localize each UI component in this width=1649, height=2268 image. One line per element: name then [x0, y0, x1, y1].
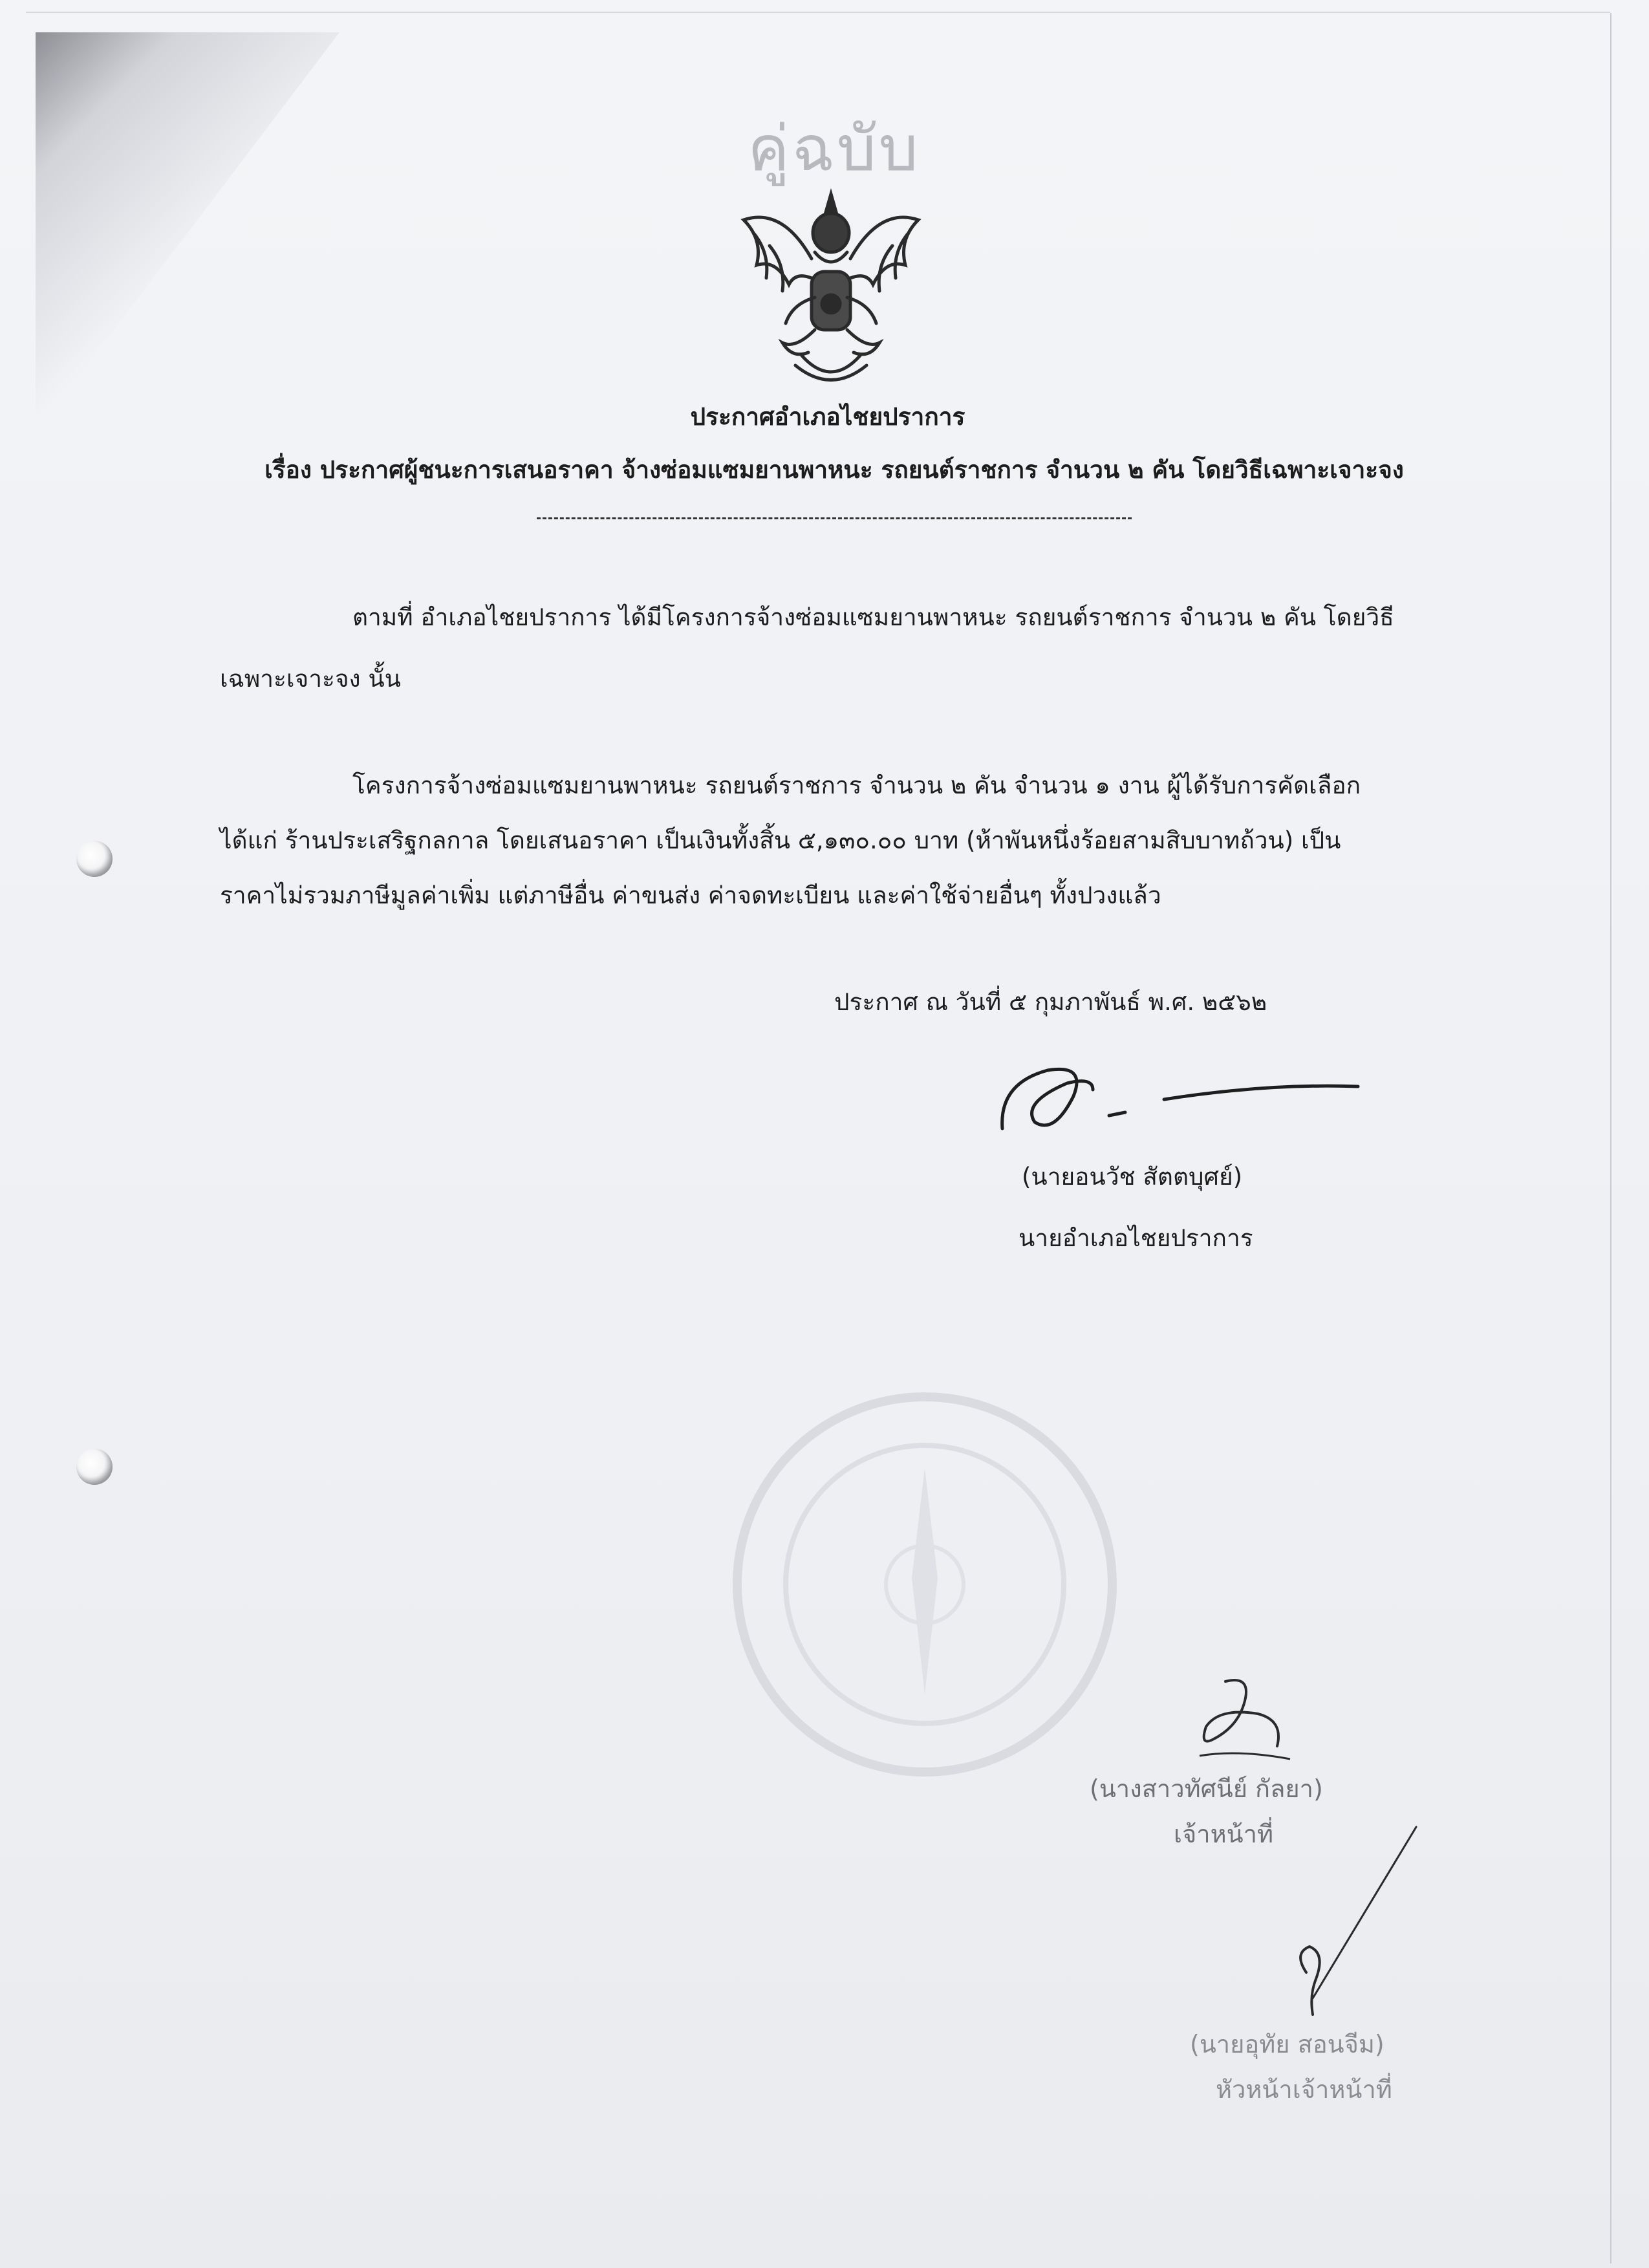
officer-title: เจ้าหน้าที่ [1174, 1820, 1274, 1848]
punch-hole-top [76, 841, 113, 877]
officer-name: (นางสาวทัศนีย์ กัลยา) [1090, 1775, 1323, 1803]
page-edge-top [26, 12, 1610, 13]
announcement-title: ประกาศอำเภอไชยปราการ [690, 403, 965, 431]
head-officer-title: หัวหน้าเจ้าหน้าที่ [1216, 2075, 1392, 2104]
paragraph-2-line-3: ราคาไม่รวมภาษีมูลค่าเพิ่ม แต่ภาษีอื่น ค่าขนส่ง ค่าจดทะเบียน และค่าใช้จ่ายอื่นๆ ทั้งปวงแล้ว [220, 881, 1161, 909]
head-officer-signature [1280, 1824, 1429, 2018]
paragraph-1-line-2: เฉพาะเจาะจง นั้น [220, 665, 401, 693]
paragraph-2-line-2: ได้แก่ ร้านประเสริฐกลกาล โดยเสนอราคา เป็นเงินทั้งสิ้น ๕,๑๓๐.๐๐ บาท (ห้าพันหนึ่งร้อยสามสิบบาทถ้วน) เป็น [220, 826, 1341, 854]
folded-corner-shadow [36, 32, 339, 433]
punch-hole-bottom [76, 1449, 113, 1485]
district-chief-signature [996, 1044, 1371, 1141]
district-chief-title: นายอำเภอไชยปราการ [1018, 1224, 1253, 1252]
garuda-emblem-icon [731, 181, 931, 394]
official-seal-watermark [724, 1384, 1125, 1785]
announcement-date: ประกาศ ณ วันที่ ๕ กุมภาพันธ์ พ.ศ. ๒๕๖๒ [834, 988, 1267, 1016]
page-edge-right [1610, 13, 1611, 2263]
separator-line [537, 517, 1132, 519]
head-officer-name: (นายอุทัย สอนจีม) [1190, 2030, 1385, 2058]
district-chief-name: (นายอนวัช สัตตบุศย์) [1022, 1163, 1243, 1191]
announcement-subject: เรื่อง ประกาศผู้ชนะการเสนอราคา จ้างซ่อมแซมยานพาหนะ รถยนต์ราชการ จำนวน ๒ คัน โดยวิธีเฉพาะเจาะจง [264, 456, 1404, 484]
copy-stamp: คู่ฉบับ [748, 113, 921, 185]
officer-signature [1187, 1669, 1297, 1766]
paragraph-2-line-1: โครงการจ้างซ่อมแซมยานพาหนะ รถยนต์ราชการ จำนวน ๒ คัน จำนวน ๑ งาน ผู้ได้รับการคัดเลือก [352, 772, 1361, 799]
paragraph-1-line-1: ตามที่ อำเภอไชยปราการ ได้มีโครงการจ้างซ่อมแซมยานพาหนะ รถยนต์ราชการ จำนวน ๒ คัน โดยวิธี [352, 603, 1394, 631]
